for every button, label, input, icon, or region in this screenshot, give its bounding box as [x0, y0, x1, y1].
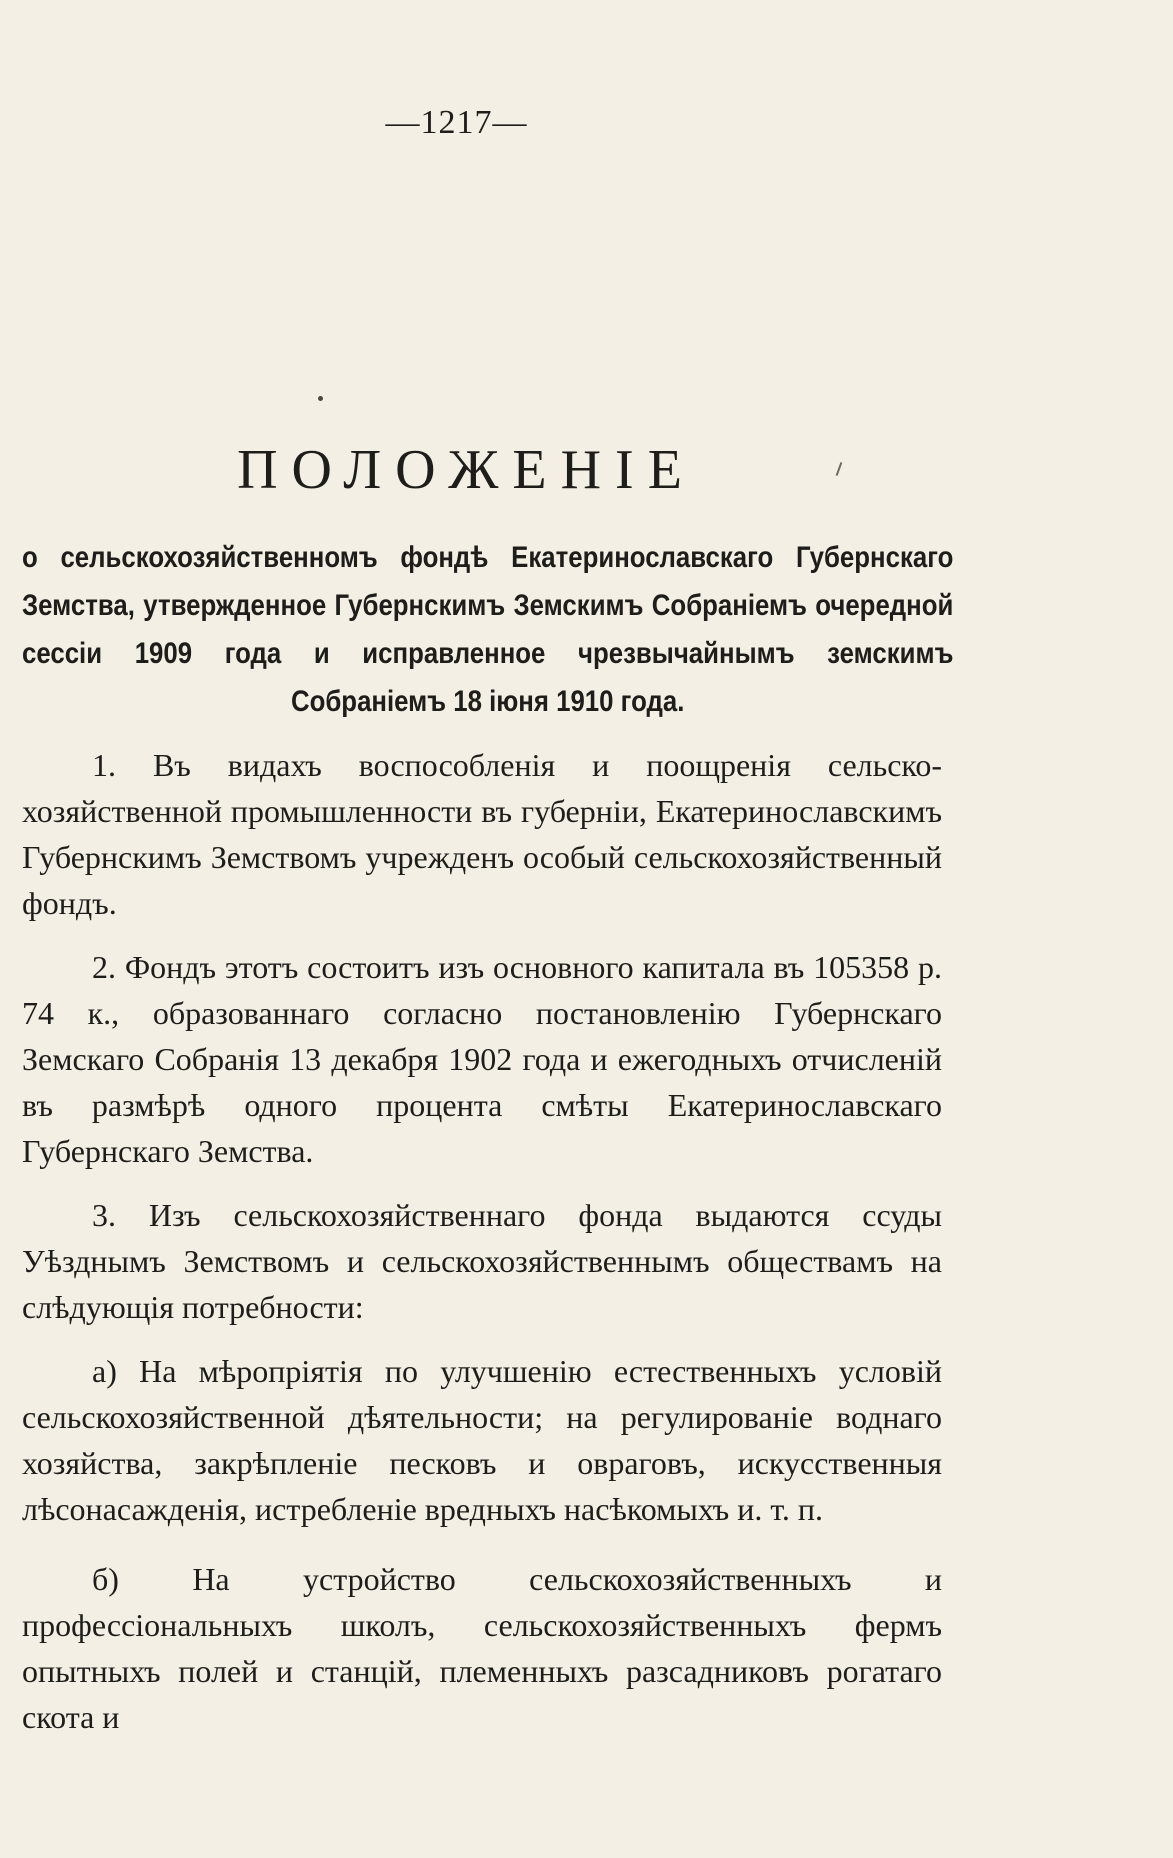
document-subtitle: о сельскохозяйственномъ фондѣ Екатеринославскаго Губернскаго Земства, утвержденное Губернскимъ Земскимъ Собраніемъ очередной сессіи 1909 года и исправленное чрезвычайнымъ земскимъ Собраніемъ 18 іюня 1910 года. — [22, 541, 954, 718]
paragraph-3b: б) На устройство сельскохозяйственныхъ и профессіональныхъ школъ, сельскохозяйственныхъ фермъ опытныхъ полей и станцій, племенныхъ разсадниковъ рогатаго скота и — [22, 1561, 942, 1735]
ink-dot — [318, 396, 323, 401]
paragraph-3: 3. Изъ сельскохозяйственнаго фонда выдаются ссуды Уѣзднымъ Земствомъ и сельскохозяйственнымъ обществамъ на слѣдующія потребности: — [22, 1197, 942, 1325]
paragraph-2: 2. Фондъ этотъ состоитъ изъ основного капитала въ 105358 р. 74 к., образованнаго согласно постановленію Губернскаго Земскаго Собранія 13 декабря 1902 года и ежегодныхъ отчисленій въ размѣрѣ одного процента смѣты Екатеринославскаго Губернскаго Земства. — [22, 949, 942, 1169]
document-body — [22, 742, 942, 1764]
paragraph-1: 1. Въ видахъ воспособленія и поощренія сельско-хозяйственной промышленности въ губерніи, Екатеринославскимъ Губернскимъ Земствомъ учрежденъ особый сельскохозяйственный фондъ. — [22, 747, 942, 921]
page-number: —1217— — [385, 104, 528, 141]
paragraph-3a: а) На мѣропріятія по улучшенію естественныхъ условій сельскохозяйственной дѣятельности; на регулированіе воднаго хозяйства, закрѣпленіе песковъ и овраговъ, искусственныя лѣсонасажденія, истребленіе вредныхъ насѣкомыхъ и. т. п. — [22, 1353, 942, 1527]
document-title: ПОЛОЖЕНІЕ — [237, 439, 696, 501]
